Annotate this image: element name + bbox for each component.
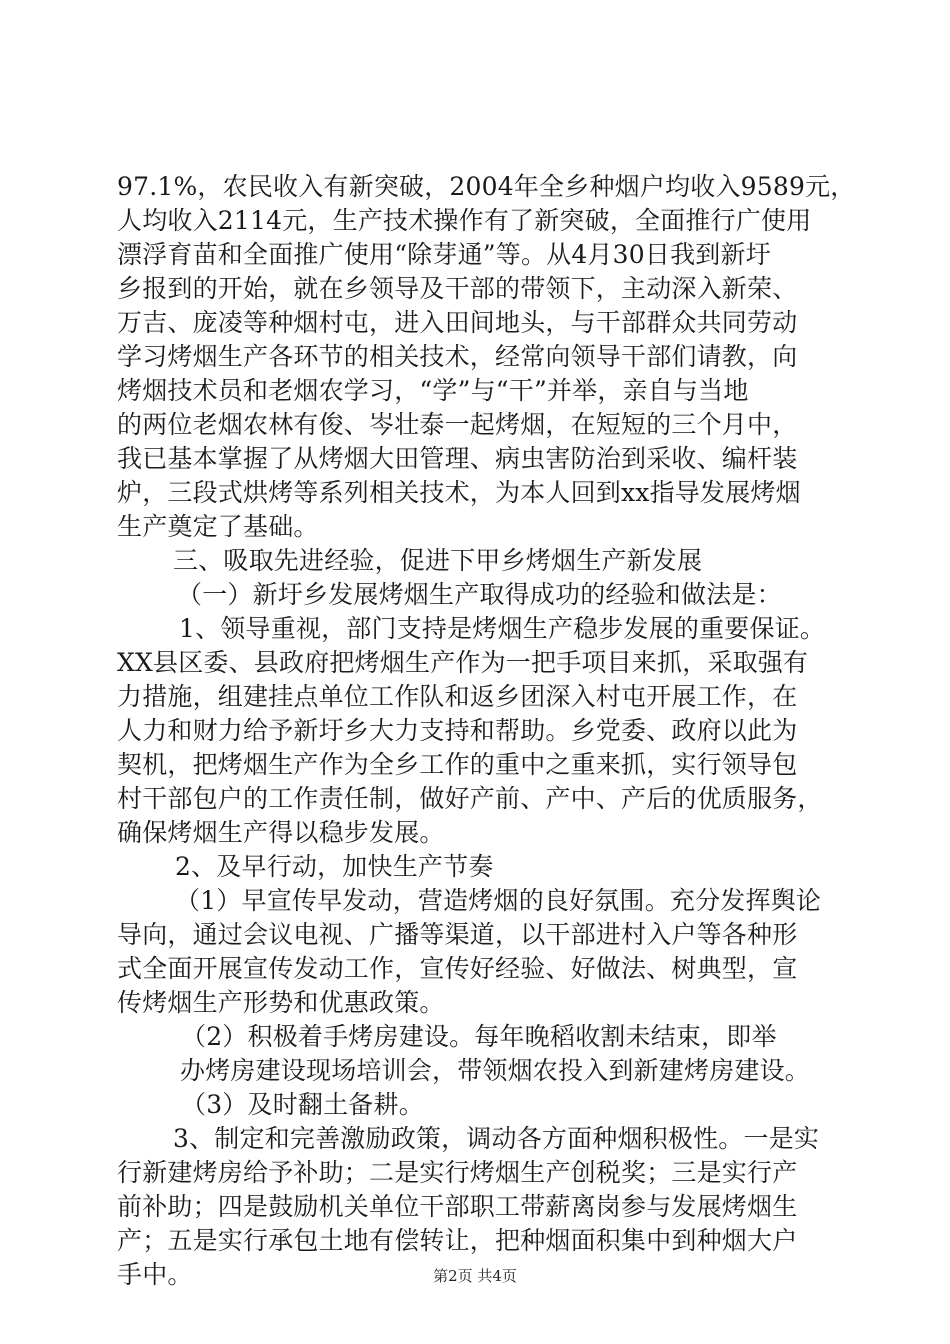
text-line: 万吉、庞凌等种烟村屯，进入田间地头，与干部群众共同劳动: [117, 308, 798, 337]
page-number-footer: 第2页 共4页: [433, 1267, 517, 1285]
text-line: 村干部包户的工作责任制，做好产前、产中、产后的优质服务，: [117, 784, 823, 813]
text-line: 力措施，组建挂点单位工作队和返乡团深入村屯开展工作，在: [117, 682, 798, 711]
text-line: 学习烤烟生产各环节的相关技术，经常向领导干部们请教，向: [117, 342, 798, 371]
text-line: 炉，三段式烘烤等系列相关技术，为本人回到xx指导发展烤烟: [117, 478, 801, 507]
text-line: 办烤房建设现场培训会，带领烟农投入到新建烤房建设。: [180, 1056, 811, 1085]
text-line: 前补助；四是鼓励机关单位干部职工带薪离岗参与发展烤烟生: [117, 1192, 798, 1221]
text-line: （1）早宣传早发动，营造烤烟的良好氛围。充分发挥舆论: [175, 886, 822, 915]
text-line: 人力和财力给予新圩乡大力支持和帮助。乡党委、政府以此为: [117, 716, 798, 745]
text-line: 漂浮育苗和全面推广使用“除芽通”等。从4月30日我到新圩: [117, 240, 771, 269]
text-line: 生产奠定了基础。: [117, 512, 319, 541]
text-line: 的两位老烟农林有俊、岑壮泰一起烤烟，在短短的三个月中，: [117, 410, 798, 439]
text-line: 我已基本掌握了从烤烟大田管理、病虫害防治到采收、编杆装: [117, 444, 798, 473]
text-line: 1、领导重视，部门支持是烤烟生产稳步发展的重要保证。: [179, 614, 826, 643]
text-line: 传烤烟生产形势和优惠政策。: [117, 988, 445, 1017]
text-line: 97.1%，农民收入有新突破，2004年全乡种烟户均收入9589元，: [117, 172, 856, 201]
text-line: 烤烟技术员和老烟农学习，“学”与“干”并举，亲自与当地: [117, 376, 749, 405]
text-line: （2）积极着手烤房建设。每年晚稻收割未结束，即举: [181, 1022, 777, 1051]
text-line: 式全面开展宣传发动工作，宣传好经验、好做法、树典型，宣: [117, 954, 798, 983]
text-line: （3）及时翻土备耕。: [181, 1090, 424, 1119]
text-line: 行新建烤房给予补助；二是实行烤烟生产创税奖；三是实行产: [117, 1158, 798, 1187]
text-line: 2、及早行动，加快生产节奏: [175, 852, 494, 881]
text-line: 契机，把烤烟生产作为全乡工作的重中之重来抓，实行领导包: [117, 750, 798, 779]
text-line: 导向，通过会议电视、广播等渠道，以干部进村入户等各种形: [117, 920, 798, 949]
text-line: 乡报到的开始，就在乡领导及干部的带领下，主动深入新荣、: [117, 274, 798, 303]
section-heading: 三、吸取先进经验，促进下甲乡烤烟生产新发展: [173, 546, 703, 575]
text-line: 人均收入2114元，生产技术操作有了新突破，全面推行广使用: [117, 206, 812, 235]
subsection-heading: （一）新圩乡发展烤烟生产取得成功的经验和做法是：: [177, 580, 782, 609]
text-line: 3、制定和完善激励政策，调动各方面种烟积极性。一是实: [173, 1124, 820, 1153]
text-line: 手中。: [117, 1260, 193, 1289]
text-line: 产；五是实行承包土地有偿转让，把种烟面积集中到种烟大户: [117, 1226, 798, 1255]
text-line: 确保烤烟生产得以稳步发展。: [117, 818, 445, 847]
text-line: XX县区委、县政府把烤烟生产作为一把手项目来抓，采取强有: [117, 648, 809, 677]
